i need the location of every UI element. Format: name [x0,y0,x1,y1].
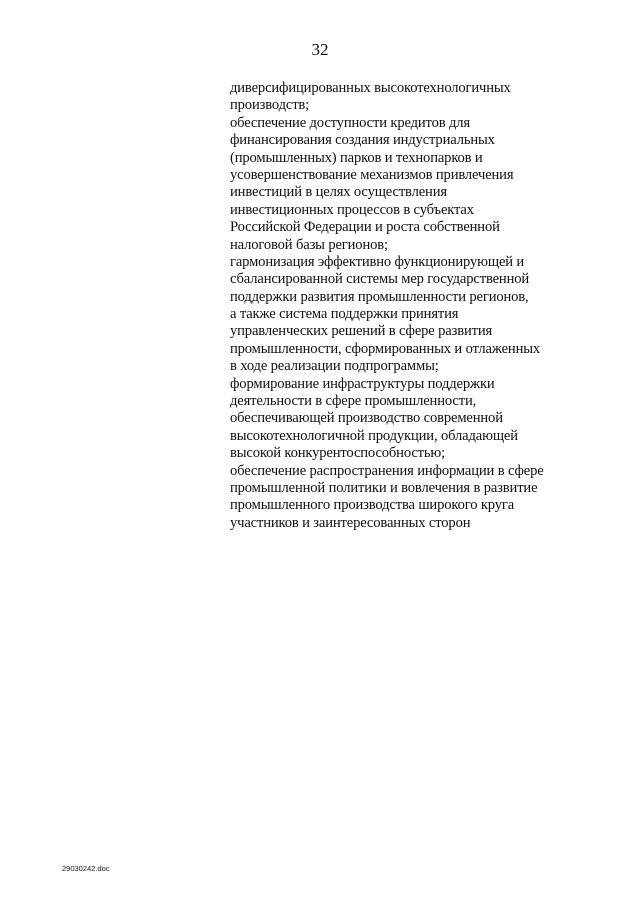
text-line: участников и заинтересованных сторон [230,514,471,531]
text-line: диверсифицированных высокотехнологичных [230,80,511,96]
text-line: усовершенствование механизмов привлечения [230,166,514,183]
text-line: гармонизация эффективно функционирующей и [230,253,525,270]
text-line: инвестиционных процессов в субъектах [230,201,474,218]
text-line: деятельности в сфере промышленности, [230,393,477,410]
text-line: высокотехнологичной продукции, обладающей [230,427,518,444]
text-line: сбалансированной системы мер государственной [230,271,530,288]
text-line: инвестиций в целях осуществления [230,184,447,201]
footer-filename: 29030242.doc [62,864,110,873]
text-line: промышленной политики и вовлечения в развитие [230,479,538,496]
text-line: (промышленных) парков и технопарков и [230,149,483,166]
text-line: в ходе реализации подпрограммы; [230,358,439,375]
page-number: 32 [311,40,329,59]
text-line: высокой конкурентоспособностью; [230,445,446,462]
text-line: промышленности, сформированных и отлаженных [230,340,541,357]
text-line: обеспечивающей производство современной [230,410,503,427]
text-line: обеспечение распространения информации в сфере [230,462,544,479]
text-line: формирование инфраструктуры поддержки [230,375,495,392]
text-line: производств; [230,97,310,114]
body-text [230,80,575,532]
text-line: управленческих решений в сфере развития [230,323,493,340]
text-line: а также система поддержки принятия [230,306,459,323]
text-line: финансирования создания индустриальных [230,132,495,149]
text-line: налоговой базы регионов; [230,236,388,253]
text-line: промышленного производства широкого круга [230,497,515,514]
text-line: Российской Федерации и роста собственной [230,219,500,236]
text-line: обеспечение доступности кредитов для [230,114,470,131]
text-line: поддержки развития промышленности регионов, [230,288,529,305]
